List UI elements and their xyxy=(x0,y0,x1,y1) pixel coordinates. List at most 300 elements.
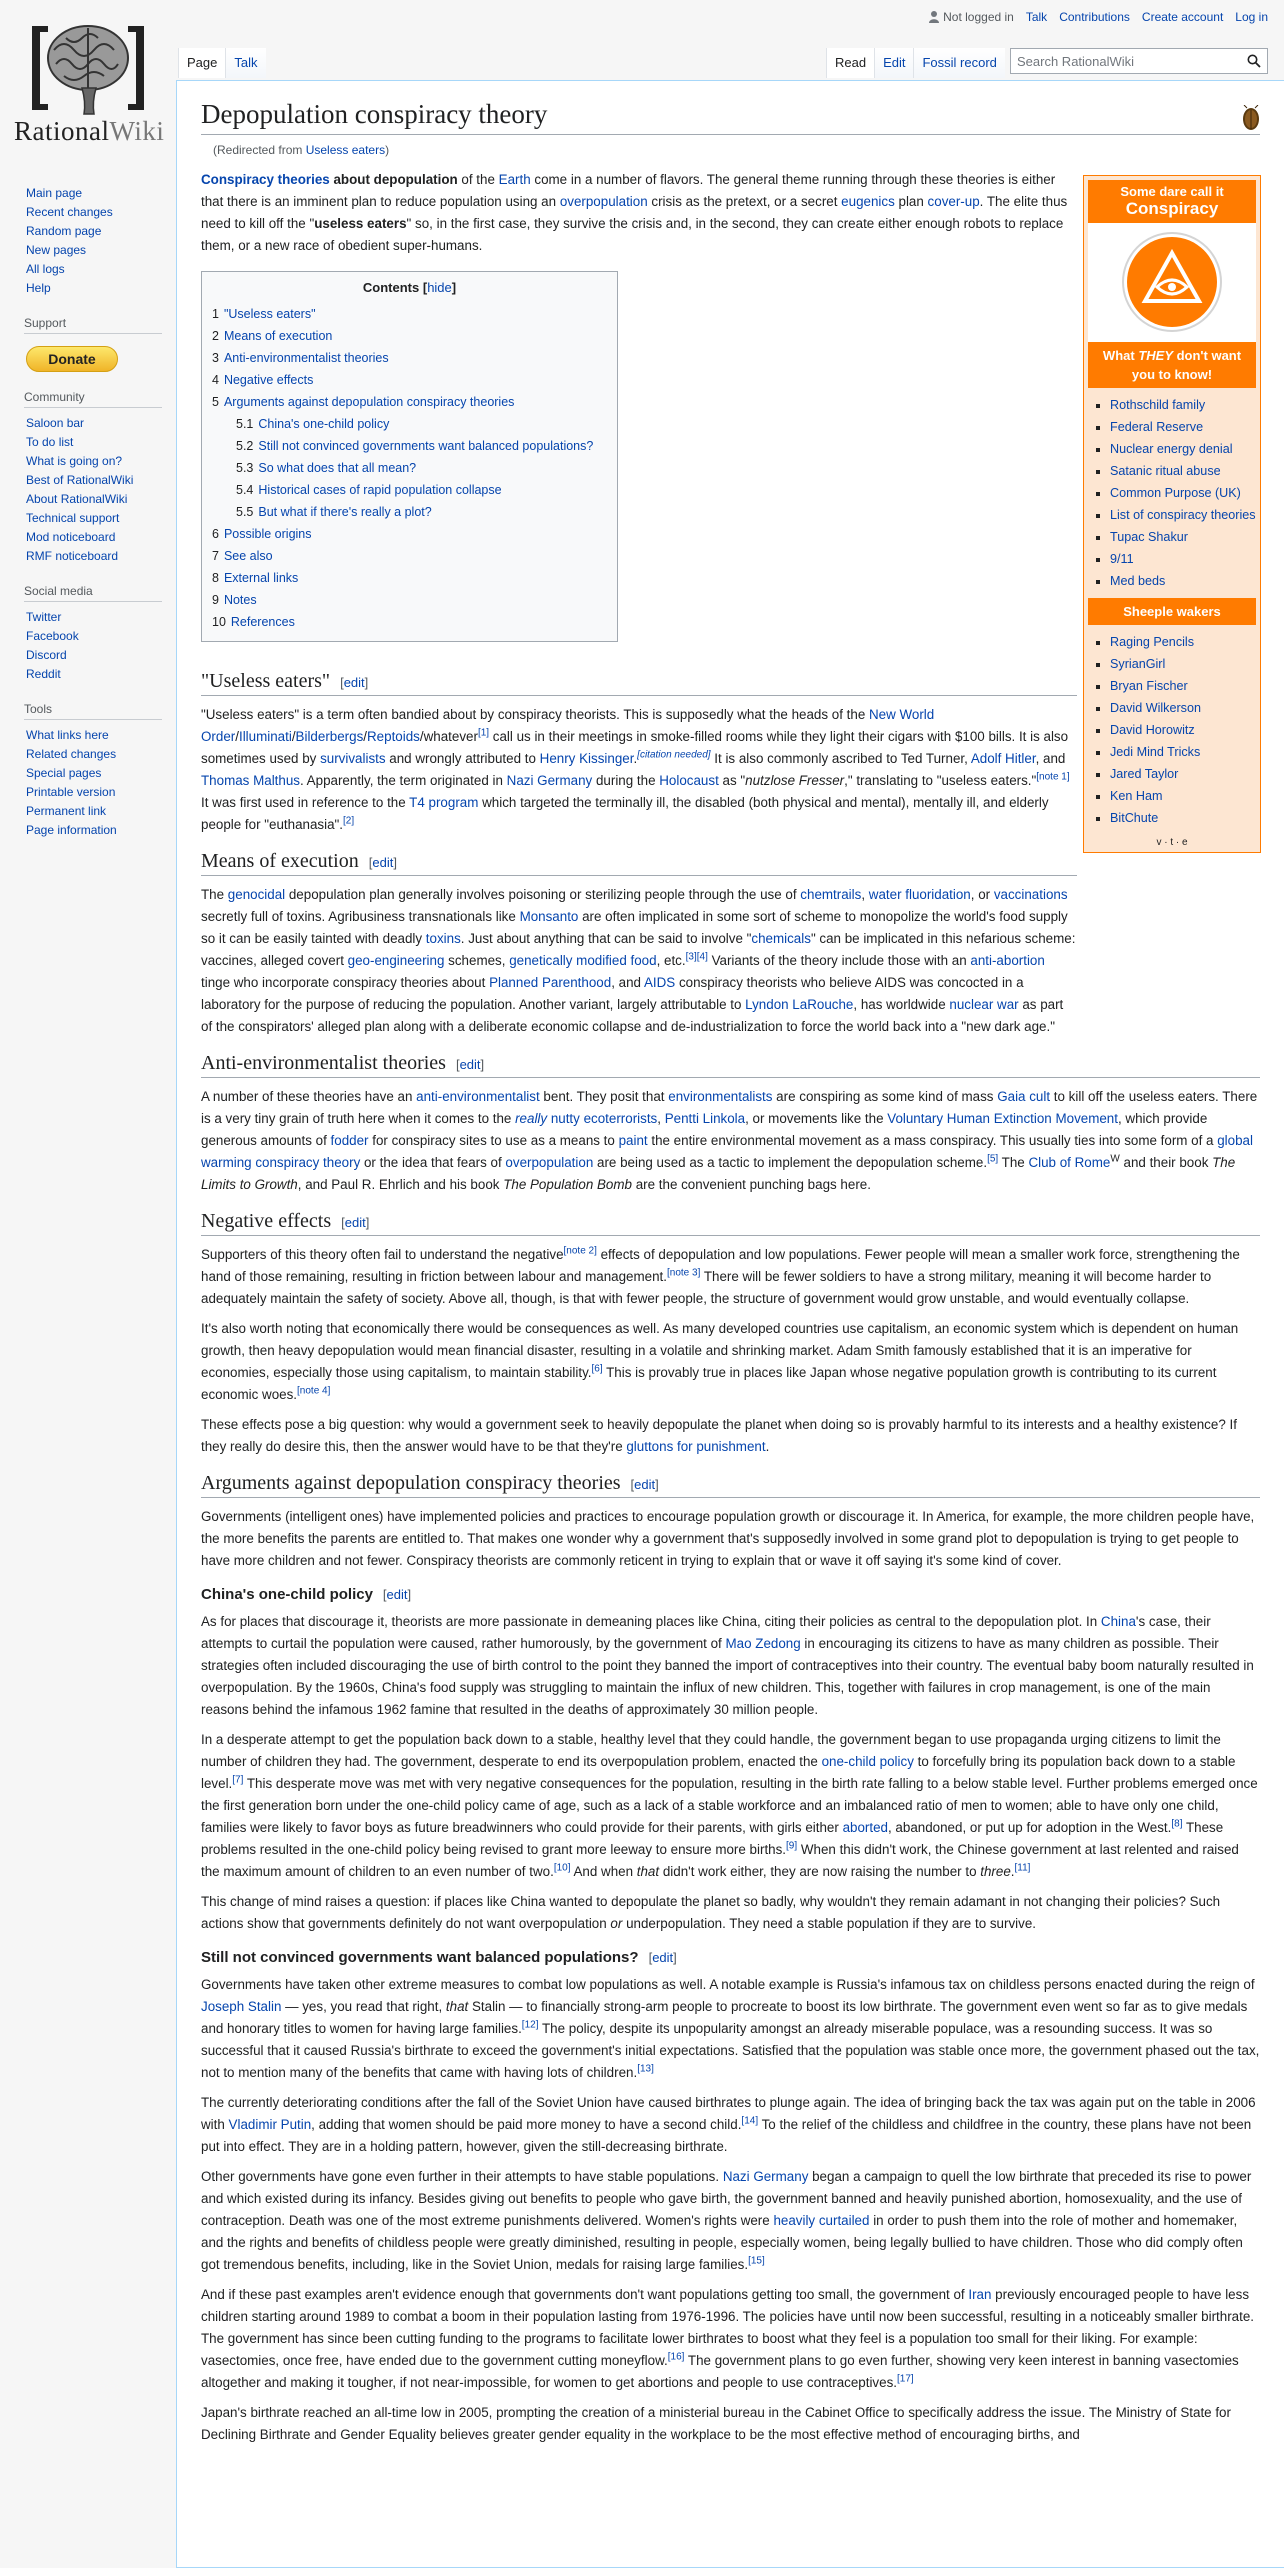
text-run: / xyxy=(363,729,368,744)
wiki-link[interactable]: genetically modified food xyxy=(509,953,657,968)
wiki-link[interactable]: AIDS xyxy=(643,975,676,990)
sidebar-item-discord[interactable] xyxy=(26,646,176,665)
sidebar-community xyxy=(26,390,176,566)
wiki-link[interactable]: Iran xyxy=(968,2287,992,2302)
sidebar-item-related-changes[interactable] xyxy=(26,745,176,764)
negative-paragraph-3 xyxy=(201,1414,1260,1458)
wiki-link[interactable]: anti-environmentalist xyxy=(416,1089,540,1104)
toc-item[interactable] xyxy=(212,347,607,369)
heading-arguments: Arguments against depopulation conspiracy theories [edit] xyxy=(201,1472,1260,1498)
citation-link[interactable]: [12] xyxy=(521,2019,539,2031)
text-run: crisis as the pretext, or a secret xyxy=(647,194,842,209)
infobox-item-rothschild-family[interactable] xyxy=(1110,394,1256,416)
citation-ref[interactable] xyxy=(1036,772,1069,783)
toc-item[interactable] xyxy=(212,303,607,325)
tab-history[interactable]: Fossil record xyxy=(913,48,1004,78)
text-run: These problems resulted in the one-child policy being revised to grant more leeway to ensure more births. xyxy=(201,1820,1224,1857)
sidebar-item-facebook[interactable] xyxy=(26,627,176,646)
intro-paragraph xyxy=(201,169,1077,257)
infobox-item-ken-ham[interactable] xyxy=(1110,785,1256,807)
text-run: the entire environmental movement as a mass conspiracy. This usually ties into some form of a xyxy=(647,1133,1218,1148)
edit-section-link[interactable]: edit xyxy=(459,1057,481,1072)
wiki-link[interactable]: Joseph Stalin xyxy=(201,1999,282,2014)
donate-button[interactable]: Donate xyxy=(26,346,118,372)
toc-item[interactable] xyxy=(212,369,607,391)
sidebar-item-recent-changes[interactable] xyxy=(26,203,176,222)
sidebar-item-link[interactable]: Help xyxy=(26,281,51,295)
wiki-link[interactable]: Mao Zedong xyxy=(725,1636,801,1651)
edit-section-link[interactable]: edit xyxy=(652,1950,674,1965)
sidebar-item-link[interactable]: Main page xyxy=(26,186,83,200)
sidebar-item-link[interactable]: Facebook xyxy=(26,629,79,643)
toc-link[interactable]: China's one-child policy xyxy=(258,417,390,431)
text-run: , has worldwide xyxy=(853,997,950,1012)
toc-link[interactable]: Negative effects xyxy=(223,373,314,387)
means-paragraph xyxy=(201,884,1077,1038)
sidebar-item-twitter[interactable] xyxy=(26,608,176,627)
infobox-item-tupac-shakur[interactable] xyxy=(1110,526,1256,548)
wiki-link[interactable]: Conspiracy theories xyxy=(201,172,330,187)
sidebar-item-link[interactable]: New pages xyxy=(26,243,87,257)
tab-read[interactable]: Read xyxy=(826,48,874,78)
wiki-link[interactable]: Nazi Germany xyxy=(506,773,593,788)
wiki-link[interactable]: Monsanto xyxy=(519,909,579,924)
sidebar-support xyxy=(26,316,176,372)
wiki-link[interactable]: New World Order xyxy=(201,707,935,744)
talk-link[interactable]: Talk xyxy=(1025,10,1048,24)
wiki-link[interactable]: geo-engineering xyxy=(347,953,445,968)
citation-ref[interactable] xyxy=(478,728,489,739)
toc-link[interactable]: Notes xyxy=(223,593,257,607)
infobox-item-link[interactable]: Jared Taylor xyxy=(1110,767,1179,781)
citation-link[interactable]: [14] xyxy=(741,2115,759,2127)
edit-section-link[interactable]: edit xyxy=(343,675,365,690)
citation-ref[interactable] xyxy=(897,2374,914,2385)
text-run: . xyxy=(765,1439,770,1454)
navbox-vte[interactable]: v · t · e xyxy=(1156,837,1188,848)
wiki-link[interactable]: Adolf Hitler xyxy=(970,751,1036,766)
text-run: /whatever xyxy=(419,729,478,744)
not-logged-in: Not logged in xyxy=(929,10,1014,24)
toc-number: 4 xyxy=(212,373,219,387)
text-run: , adding that women should be paid more money to have a second child. xyxy=(311,2117,742,2132)
text-run: began a campaign to quell the low birthrate that preceded its rise to power and which existed during its infancy. Besides giving out benefits to people who gave birth, the government banned and heavily punished abortion, homosexuality, and the use of contraception. Death was one of the most extreme punishments delivered. Women's rights were xyxy=(201,2169,1252,2228)
citation-link[interactable]: [5] xyxy=(987,1153,999,1165)
infobox-item-link[interactable]: SyrianGirl xyxy=(1110,657,1166,671)
wiki-link[interactable]: Vladimir Putin xyxy=(228,2117,312,2132)
citation-ref[interactable] xyxy=(637,2064,654,2075)
sidebar-item-link[interactable]: Mod noticeboard xyxy=(26,530,116,544)
sidebar-item-link[interactable]: All logs xyxy=(26,262,65,276)
infobox-item-satanic-ritual-abuse[interactable] xyxy=(1110,460,1256,482)
article-body xyxy=(201,169,1077,1038)
wiki-link[interactable]: gluttons for punishment xyxy=(626,1439,766,1454)
wiki-link[interactable]: survivalists xyxy=(320,751,386,766)
citation-link[interactable]: [10] xyxy=(553,1862,571,1874)
infobox-item-link[interactable]: Rothschild family xyxy=(1110,398,1206,412)
citation-ref[interactable] xyxy=(741,2116,758,2127)
toc-item[interactable] xyxy=(212,545,607,567)
sidebar-item-mod-noticeboard[interactable] xyxy=(26,528,176,547)
citation-ref[interactable] xyxy=(554,1863,571,1874)
text-run: secretly full of toxins. Agribusiness transnationals like xyxy=(201,909,520,924)
wiki-link[interactable]: environmentalists xyxy=(668,1089,773,1104)
create-account-link[interactable]: Create account xyxy=(1141,10,1224,24)
infobox-item-jared-taylor[interactable] xyxy=(1110,763,1256,785)
sidebar-item-link[interactable]: Technical support xyxy=(26,511,120,525)
still-paragraph-3 xyxy=(201,2166,1260,2276)
infobox-item-david-horowitz[interactable] xyxy=(1110,719,1256,741)
infobox-item-link[interactable]: Jedi Mind Tricks xyxy=(1110,745,1201,759)
heading-china-one-child: China's one-child policy [edit] xyxy=(201,1586,412,1603)
citation-ref[interactable] xyxy=(786,1841,797,1852)
sidebar-item-link[interactable]: Permanent link xyxy=(26,804,107,818)
text-run: in encouraging its citizens to have as many children as possible. Their strategies often included discouraging the use of birth control to the point they banned the import of contraceptives into their country. The eventual baby boom naturally resulted in overpopulation. By the 1960s, China's food supply was struggling to maintain the influx of new children. This, together with failures in crop management, is one of the main reasons behind the infamous 1962 famine that resulted in the deaths of approximately 30 million people. xyxy=(201,1636,1254,1717)
wiki-link[interactable]: Club of Rome xyxy=(1028,1155,1111,1170)
toc-item[interactable] xyxy=(212,413,607,435)
sidebar-item-what-is-going-on[interactable] xyxy=(26,452,176,471)
citation-ref[interactable] xyxy=(564,1246,597,1257)
sidebar-item-saloon-bar[interactable] xyxy=(26,414,176,433)
wiki-link[interactable]: Nazi Germany xyxy=(722,2169,809,2184)
infobox-item-link[interactable]: Ken Ham xyxy=(1110,789,1163,803)
toc-link[interactable]: Anti-environmentalist theories xyxy=(223,351,389,365)
text-run: These effects pose a big question: why would a government seek to heavily depopulate the planet when doing so is provably harmful to its interests and a healthy existence? If they really do desire this, then the answer would have to be that they're xyxy=(201,1417,1237,1454)
wiki-link[interactable]: toxins xyxy=(425,931,461,946)
sidebar-item-link[interactable]: What is going on? xyxy=(26,454,123,468)
text-run: The xyxy=(998,1155,1029,1170)
citation-ref[interactable] xyxy=(668,2352,685,2363)
wiki-link[interactable]: Gaia cult xyxy=(997,1089,1051,1104)
toc-link[interactable]: References xyxy=(230,615,295,629)
toc-number: 6 xyxy=(212,527,219,541)
wiki-link[interactable]: overpopulation xyxy=(559,194,648,209)
toc-link[interactable]: Means of execution xyxy=(223,329,333,343)
citation-ref[interactable] xyxy=(686,952,708,963)
sidebar-item-link[interactable]: Reddit xyxy=(26,667,61,681)
china-paragraph-3 xyxy=(201,1891,1260,1935)
citation-link[interactable]: [3][4] xyxy=(685,951,708,963)
text-run: that xyxy=(445,1999,469,2014)
content-area xyxy=(176,80,1284,2568)
citation-link[interactable]: [7] xyxy=(232,1774,244,1786)
text-run: and their book xyxy=(1119,1155,1213,1170)
toc-item[interactable] xyxy=(212,567,607,589)
brain-logo-icon xyxy=(30,16,146,120)
infobox-item-nuclear-energy-denial[interactable] xyxy=(1110,438,1256,460)
citation-ref[interactable] xyxy=(667,1268,700,1279)
view-tabs xyxy=(826,48,1005,78)
citation-link[interactable]: [17] xyxy=(897,2373,914,2385)
toc-item[interactable] xyxy=(212,435,607,457)
infobox-item-syriangirl[interactable] xyxy=(1110,653,1256,675)
infobox-item-med-beds[interactable] xyxy=(1110,570,1256,592)
infobox-item-federal-reserve[interactable] xyxy=(1110,416,1256,438)
citation-ref[interactable] xyxy=(297,1386,330,1397)
login-link[interactable]: Log in xyxy=(1235,10,1268,24)
text-run: which targeted the terminally ill, the disabled (both physical and mental), mentally ill, and elderly people for "euthanasia". xyxy=(201,795,1049,832)
sidebar-item-main-page[interactable] xyxy=(26,184,176,203)
wiki-link[interactable]: chemtrails xyxy=(800,887,862,902)
wiki-link[interactable]: nuclear war xyxy=(949,997,1019,1012)
toc-link[interactable]: But what if there's really a plot? xyxy=(258,505,432,519)
citation-link[interactable]: [1] xyxy=(477,727,490,739)
citation-link[interactable]: [note 2] xyxy=(563,1245,597,1257)
edit-section-link[interactable]: edit xyxy=(634,1477,656,1492)
wiki-link[interactable]: China xyxy=(1100,1614,1136,1629)
text-run: useless eaters xyxy=(314,216,407,231)
text-run: When this didn't work, the Chinese government at last relented and raised the maximum amount of children to an even number of two. xyxy=(201,1842,1239,1879)
wiki-link[interactable]: paint xyxy=(618,1133,648,1148)
sidebar-item-best-of-rationalwiki[interactable] xyxy=(26,471,176,490)
text-run: are often implicated in some sort of scheme to monopolize the world's food supply so it can be easily tainted with deadly xyxy=(201,909,1068,946)
sidebar-item-link[interactable]: Saloon bar xyxy=(26,416,85,430)
toc-item[interactable] xyxy=(212,611,607,633)
wiki-link[interactable]: Holocaust xyxy=(659,773,719,788)
sidebar-item-new-pages[interactable] xyxy=(26,241,176,260)
sidebar-item-link[interactable]: Discord xyxy=(26,648,67,662)
citation-link[interactable]: [citation needed] xyxy=(637,749,711,761)
tab-page[interactable]: Page xyxy=(178,48,225,78)
citation-ref[interactable] xyxy=(748,2256,765,2267)
citation-ref[interactable] xyxy=(637,750,710,761)
citation-link[interactable]: [note 1] xyxy=(1036,771,1070,783)
citation-ref[interactable] xyxy=(592,1364,603,1375)
citation-link[interactable]: [note 3] xyxy=(667,1267,701,1279)
wiki-link[interactable]: Pentti Linkola xyxy=(664,1111,746,1126)
toc-link[interactable]: External links xyxy=(223,571,299,585)
citation-link[interactable]: [13] xyxy=(637,2063,654,2075)
text-run: — yes, you read that right, xyxy=(281,1999,446,2014)
toc-item[interactable] xyxy=(212,391,607,413)
toc-item[interactable] xyxy=(212,457,607,479)
sidebar-item-link[interactable]: Random page xyxy=(26,224,102,238)
infobox-item-link[interactable]: 9/11 xyxy=(1110,552,1134,566)
article-body-wide xyxy=(201,1052,1260,2446)
text-run: The xyxy=(201,887,228,902)
toc-number: 5.4 xyxy=(236,483,254,497)
toc-link[interactable]: So what does that all mean? xyxy=(258,461,417,475)
toc-link[interactable]: "Useless eaters" xyxy=(223,307,316,321)
wiki-link[interactable]: vaccinations xyxy=(993,887,1068,902)
sidebar-tools xyxy=(26,702,176,840)
text-run: This desperate move was met with very negative consequences for the population, resulting in the birth rate falling to a below stable level. Further problems emerged once the first generation born under the one-child policy came of age, such as a lack of a stable workforce and an imbalanced ratio of men to women; able to have only one child, families were likely to favor boys as future breadwinners who could provide for their parents, with girls either xyxy=(201,1776,1258,1835)
infobox-item-link[interactable]: List of conspiracy theories xyxy=(1110,508,1256,522)
toc-title: Contents [hide] xyxy=(362,280,457,295)
citation-ref[interactable] xyxy=(522,2020,539,2031)
edit-section-link[interactable]: edit xyxy=(344,1215,366,1230)
text-run: tinge who incorporate conspiracy theories about xyxy=(201,975,490,990)
wiki-link[interactable]: global warming conspiracy theory xyxy=(201,1133,1253,1170)
wiki-link[interactable]: Planned Parenthood xyxy=(489,975,612,990)
citation-link[interactable]: [8] xyxy=(1171,1818,1183,1830)
citation-ref[interactable] xyxy=(232,1775,243,1786)
wiki-link[interactable]: chemicals xyxy=(751,931,811,946)
sidebar-item-technical-support[interactable] xyxy=(26,509,176,528)
citation-ref[interactable] xyxy=(343,816,354,827)
infobox-item-jedi-mind-tricks[interactable] xyxy=(1110,741,1256,763)
sidebar-item-about-rationalwiki[interactable] xyxy=(26,490,176,509)
text-run: to forcefully bring its population back down to a stable level. xyxy=(201,1754,1236,1791)
toc-link[interactable]: Possible origins xyxy=(223,527,312,541)
infobox-item-bitchute[interactable] xyxy=(1110,807,1256,829)
wiki-link[interactable]: Earth xyxy=(498,172,531,187)
infobox-item-link[interactable]: David Horowitz xyxy=(1110,723,1195,737)
infobox-item-link[interactable]: BitChute xyxy=(1110,811,1159,825)
sidebar-item-what-links-here[interactable] xyxy=(26,726,176,745)
tab-edit[interactable]: Edit xyxy=(874,48,913,78)
wiki-link[interactable]: Illuminati xyxy=(238,729,292,744)
infobox-item-david-wilkerson[interactable] xyxy=(1110,697,1256,719)
citation-link[interactable]: [16] xyxy=(667,2351,685,2363)
sidebar-item-printable-version[interactable] xyxy=(26,783,176,802)
text-run: This is provably true in places like Japan whose negative population growth is contributing to its current economic woes. xyxy=(201,1365,1217,1402)
citation-link[interactable]: [2] xyxy=(343,815,355,827)
text-run: of the xyxy=(457,172,499,187)
infobox-item-link[interactable]: Common Purpose (UK) xyxy=(1110,486,1241,500)
edit-section-link[interactable]: edit xyxy=(386,1587,408,1602)
text-run: or xyxy=(610,1916,623,1931)
infobox-item-link[interactable]: David Wilkerson xyxy=(1110,701,1201,715)
wiki-link[interactable]: heavily curtailed xyxy=(773,2213,870,2228)
sidebar-item-link[interactable]: Printable version xyxy=(26,785,116,799)
search-input[interactable] xyxy=(1010,48,1268,74)
sidebar-item-link[interactable]: Page information xyxy=(26,823,117,837)
wiki-link[interactable]: really xyxy=(515,1111,548,1126)
toc-link[interactable]: Historical cases of rapid population collapse xyxy=(258,483,502,497)
citation-link[interactable]: [11] xyxy=(1014,1862,1031,1874)
wiki-link[interactable]: one-child policy xyxy=(821,1754,914,1769)
wiki-link[interactable]: T4 program xyxy=(409,795,479,810)
citation-ref: W xyxy=(1110,1153,1120,1165)
sidebar-item-to-do-list[interactable] xyxy=(26,433,176,452)
infobox-item-list-of-conspiracy-theories[interactable] xyxy=(1110,504,1256,526)
china-paragraph-1 xyxy=(201,1611,1260,1721)
tab-talk[interactable]: Talk xyxy=(225,48,265,78)
sidebar-item-page-information[interactable] xyxy=(26,821,176,840)
wiki-link[interactable]: anti-abortion xyxy=(970,953,1045,968)
sidebar-item-special-pages[interactable] xyxy=(26,764,176,783)
search-icon[interactable] xyxy=(1247,54,1261,68)
infobox-item-link[interactable]: Tupac Shakur xyxy=(1110,530,1188,544)
wiki-link[interactable]: Thomas Malthus xyxy=(201,773,300,788)
redirect-link[interactable]: Useless eaters xyxy=(305,143,386,157)
text-run: The government plans to go even further, showing very keen interest in banning vasectomies altogether and making it tougher, if not near-impossible, for women to get abortions and people to use contraceptives. xyxy=(201,2353,1239,2390)
useless-eaters-paragraph xyxy=(201,704,1077,836)
wiki-link[interactable]: cover-up xyxy=(927,194,980,209)
text-run: The currently deteriorating conditions after the fall of the Soviet Union have caused birthrates to plunge again. The idea of bringing back the tax was again put on the table in 2006 with xyxy=(201,2095,1256,2132)
sidebar-item-link[interactable]: RMF noticeboard xyxy=(26,549,119,563)
toc-number: 5.1 xyxy=(236,417,254,431)
toc-item[interactable] xyxy=(212,325,607,347)
wiki-link[interactable]: eugenics xyxy=(841,194,895,209)
infobox-item-link[interactable]: Bryan Fischer xyxy=(1110,679,1188,693)
wiki-link[interactable]: Henry Kissinger xyxy=(539,751,634,766)
wiki-link[interactable]: Bilderbergs xyxy=(295,729,364,744)
infobox-subheader-sheeple: Sheeple wakers xyxy=(1088,598,1256,625)
toc-link[interactable]: Still not convinced governments want balanced populations? xyxy=(258,439,594,453)
text-run: about depopulation xyxy=(329,172,458,187)
toc-item[interactable] xyxy=(212,479,607,501)
infobox-item-link[interactable]: Raging Pencils xyxy=(1110,635,1195,649)
wiki-link[interactable]: aborted xyxy=(842,1820,888,1835)
sidebar-item-link[interactable]: Special pages xyxy=(26,766,102,780)
toc-link[interactable]: See also xyxy=(223,549,273,563)
toc-hide-link[interactable]: hide xyxy=(427,280,452,295)
text-run: , and xyxy=(1035,751,1066,766)
sidebar-item-link[interactable]: Recent changes xyxy=(26,205,113,219)
sidebar-item-reddit[interactable] xyxy=(26,665,176,684)
toc-number: 5.5 xyxy=(236,505,254,519)
toc-number: 8 xyxy=(212,571,219,585)
cockroach-icon[interactable] xyxy=(1240,105,1262,131)
toc-item[interactable] xyxy=(212,501,607,523)
infobox-item-link[interactable]: Nuclear energy denial xyxy=(1110,442,1233,456)
wiki-link[interactable]: genocidal xyxy=(227,887,286,902)
search-placeholder: Search RationalWiki xyxy=(1017,53,1135,69)
sidebar-item-link[interactable]: Twitter xyxy=(26,610,62,624)
citation-link[interactable]: [note 4] xyxy=(297,1385,331,1397)
user-icon xyxy=(929,11,939,23)
site-logo[interactable] xyxy=(14,16,165,151)
sidebar-item-link[interactable]: Related changes xyxy=(26,747,117,761)
infobox-item-9-11[interactable] xyxy=(1110,548,1256,570)
sidebar-item-help[interactable] xyxy=(26,279,176,298)
citation-ref[interactable] xyxy=(987,1154,998,1165)
infobox-item-raging-pencils[interactable] xyxy=(1110,631,1256,653)
wiki-link[interactable]: water fluoridation xyxy=(868,887,971,902)
toc-item[interactable] xyxy=(212,589,607,611)
wiki-link[interactable]: Reptoids xyxy=(367,729,420,744)
text-run: It's also worth noting that economically there would be consequences as well. As many developed countries use capitalism, an economic system which is dependent on human growth, then heavy depopulation would mean financial disaster, resulting in a volatile and shrinking market. Adam Smith famously established that it is an imperative for economies, especially those using capitalism, to maintain stability. xyxy=(201,1321,1239,1380)
sidebar-item-link[interactable]: About RationalWiki xyxy=(26,492,128,506)
text-run: conspiracy theorists who believe AIDS was concocted in a laboratory for the purpose of reducing the population. Another variant, largely attributable to xyxy=(201,975,1024,1012)
support-heading: Support xyxy=(24,316,162,334)
text-run: There will be fewer soldiers to have a strong military, meaning it will become harder to adequately maintain the safety of society. Above all, though, is that with fewer people, the structure of government would grow unstable, and would eventually collapse. xyxy=(201,1269,1212,1306)
sidebar-item-link[interactable]: What links here xyxy=(26,728,109,742)
wiki-link[interactable]: Lyndon LaRouche xyxy=(745,997,854,1012)
wiki-link[interactable]: fodder xyxy=(330,1133,369,1148)
sidebar-item-link[interactable]: Best of RationalWiki xyxy=(26,473,134,487)
anti-paragraph xyxy=(201,1086,1260,1196)
infobox-item-link[interactable]: Satanic ritual abuse xyxy=(1110,464,1221,478)
citation-ref[interactable] xyxy=(1171,1819,1182,1830)
text-run: In a desperate attempt to get the population back down to a stable, healthy level that they could handle, the government began to use propaganda urging citizens to limit the number of children they had. The government, desperate to end its overpopulation problem, enacted the xyxy=(201,1732,1221,1769)
sidebar-item-permanent-link[interactable] xyxy=(26,802,176,821)
wiki-link[interactable]: nutty ecoterrorists xyxy=(547,1111,658,1126)
infobox-item-common-purpose-uk[interactable] xyxy=(1110,482,1256,504)
contributions-link[interactable]: Contributions xyxy=(1059,10,1130,24)
edit-section-link[interactable]: edit xyxy=(372,855,394,870)
citation-ref[interactable] xyxy=(1015,1863,1031,1874)
wiki-link[interactable]: Voluntary Human Extinction Movement xyxy=(887,1111,1118,1126)
infobox-item-link[interactable]: Federal Reserve xyxy=(1110,420,1204,434)
sidebar-item-all-logs[interactable] xyxy=(26,260,176,279)
infobox-item-bryan-fischer[interactable] xyxy=(1110,675,1256,697)
toc-link[interactable]: Arguments against depopulation conspiracy theories xyxy=(223,395,515,409)
toc-number: 5.3 xyxy=(236,461,254,475)
sidebar-item-link[interactable]: To do list xyxy=(26,435,74,449)
wiki-link[interactable]: overpopulation xyxy=(505,1155,594,1170)
sidebar-item-rmf-noticeboard[interactable] xyxy=(26,547,176,566)
citation-link[interactable]: [15] xyxy=(748,2255,765,2267)
infobox-item-link[interactable]: Med beds xyxy=(1110,574,1166,588)
sidebar-item-random-page[interactable] xyxy=(26,222,176,241)
citation-link[interactable]: [9] xyxy=(786,1840,798,1852)
text-run: to kill off the useless eaters. There is a very tiny grain of truth here when it comes to the xyxy=(201,1089,1258,1126)
toc-item[interactable] xyxy=(212,523,607,545)
citation-link[interactable]: [6] xyxy=(591,1363,603,1375)
